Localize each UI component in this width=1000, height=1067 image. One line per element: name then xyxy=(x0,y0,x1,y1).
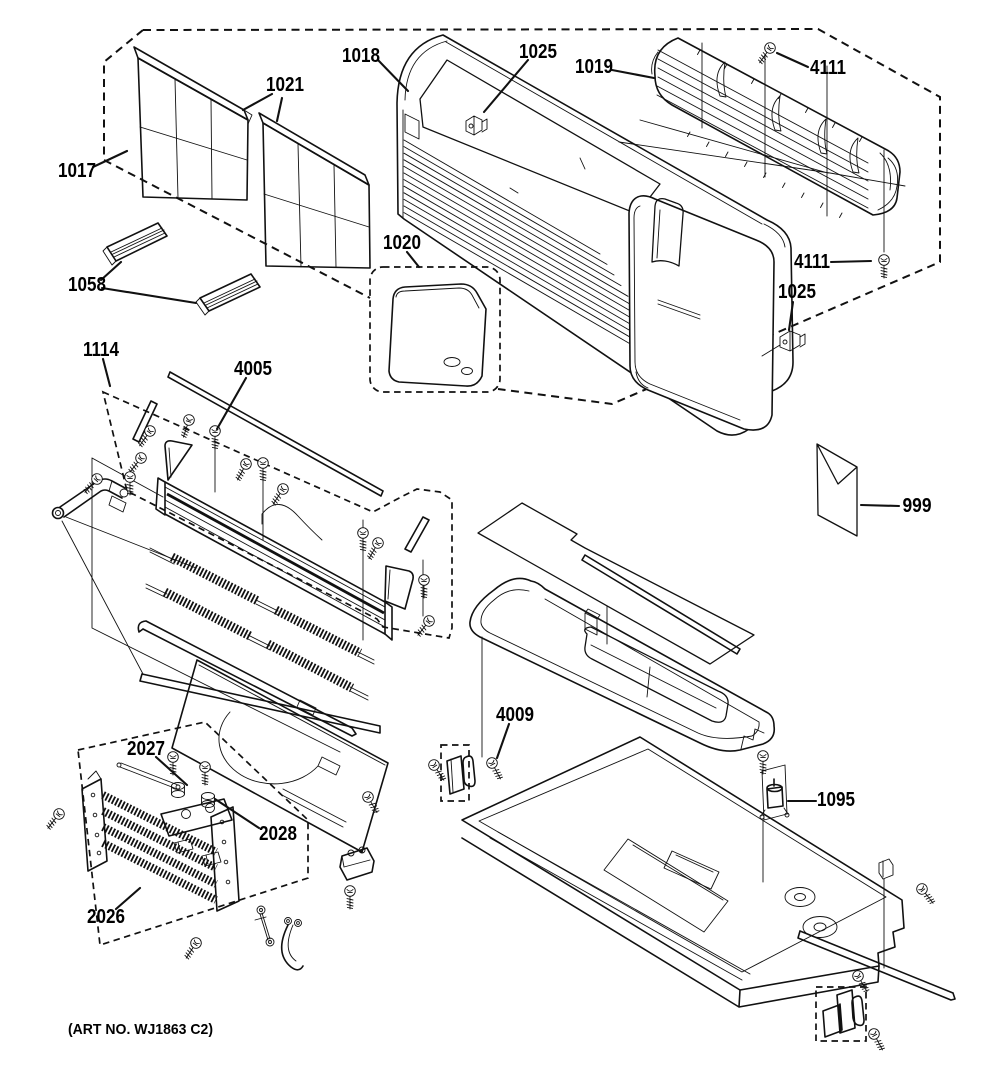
callout-999: 999 xyxy=(902,495,932,517)
callout-4111-top: 4111 xyxy=(810,57,846,79)
callout-1114: 1114 xyxy=(83,339,120,361)
callout-1025-right: 1025 xyxy=(778,281,816,303)
callout-4005: 4005 xyxy=(234,358,272,380)
callout-1095: 1095 xyxy=(817,789,855,811)
callout-1058: 1058 xyxy=(68,274,106,296)
callout-4111-bottom: 4111 xyxy=(794,251,830,273)
callout-1019: 1019 xyxy=(575,56,613,78)
callout-1021: 1021 xyxy=(266,74,304,96)
callout-1025-top: 1025 xyxy=(519,41,557,63)
callout-2026: 2026 xyxy=(87,906,125,928)
callout-1018: 1018 xyxy=(342,45,380,67)
callout-2027: 2027 xyxy=(127,738,165,760)
callout-2028: 2028 xyxy=(259,823,297,845)
callout-1017: 1017 xyxy=(58,160,96,182)
callout-4009: 4009 xyxy=(496,704,534,726)
art-number-note: (ART NO. WJ1863 C2) xyxy=(68,1021,213,1038)
callout-1020: 1020 xyxy=(383,232,421,254)
